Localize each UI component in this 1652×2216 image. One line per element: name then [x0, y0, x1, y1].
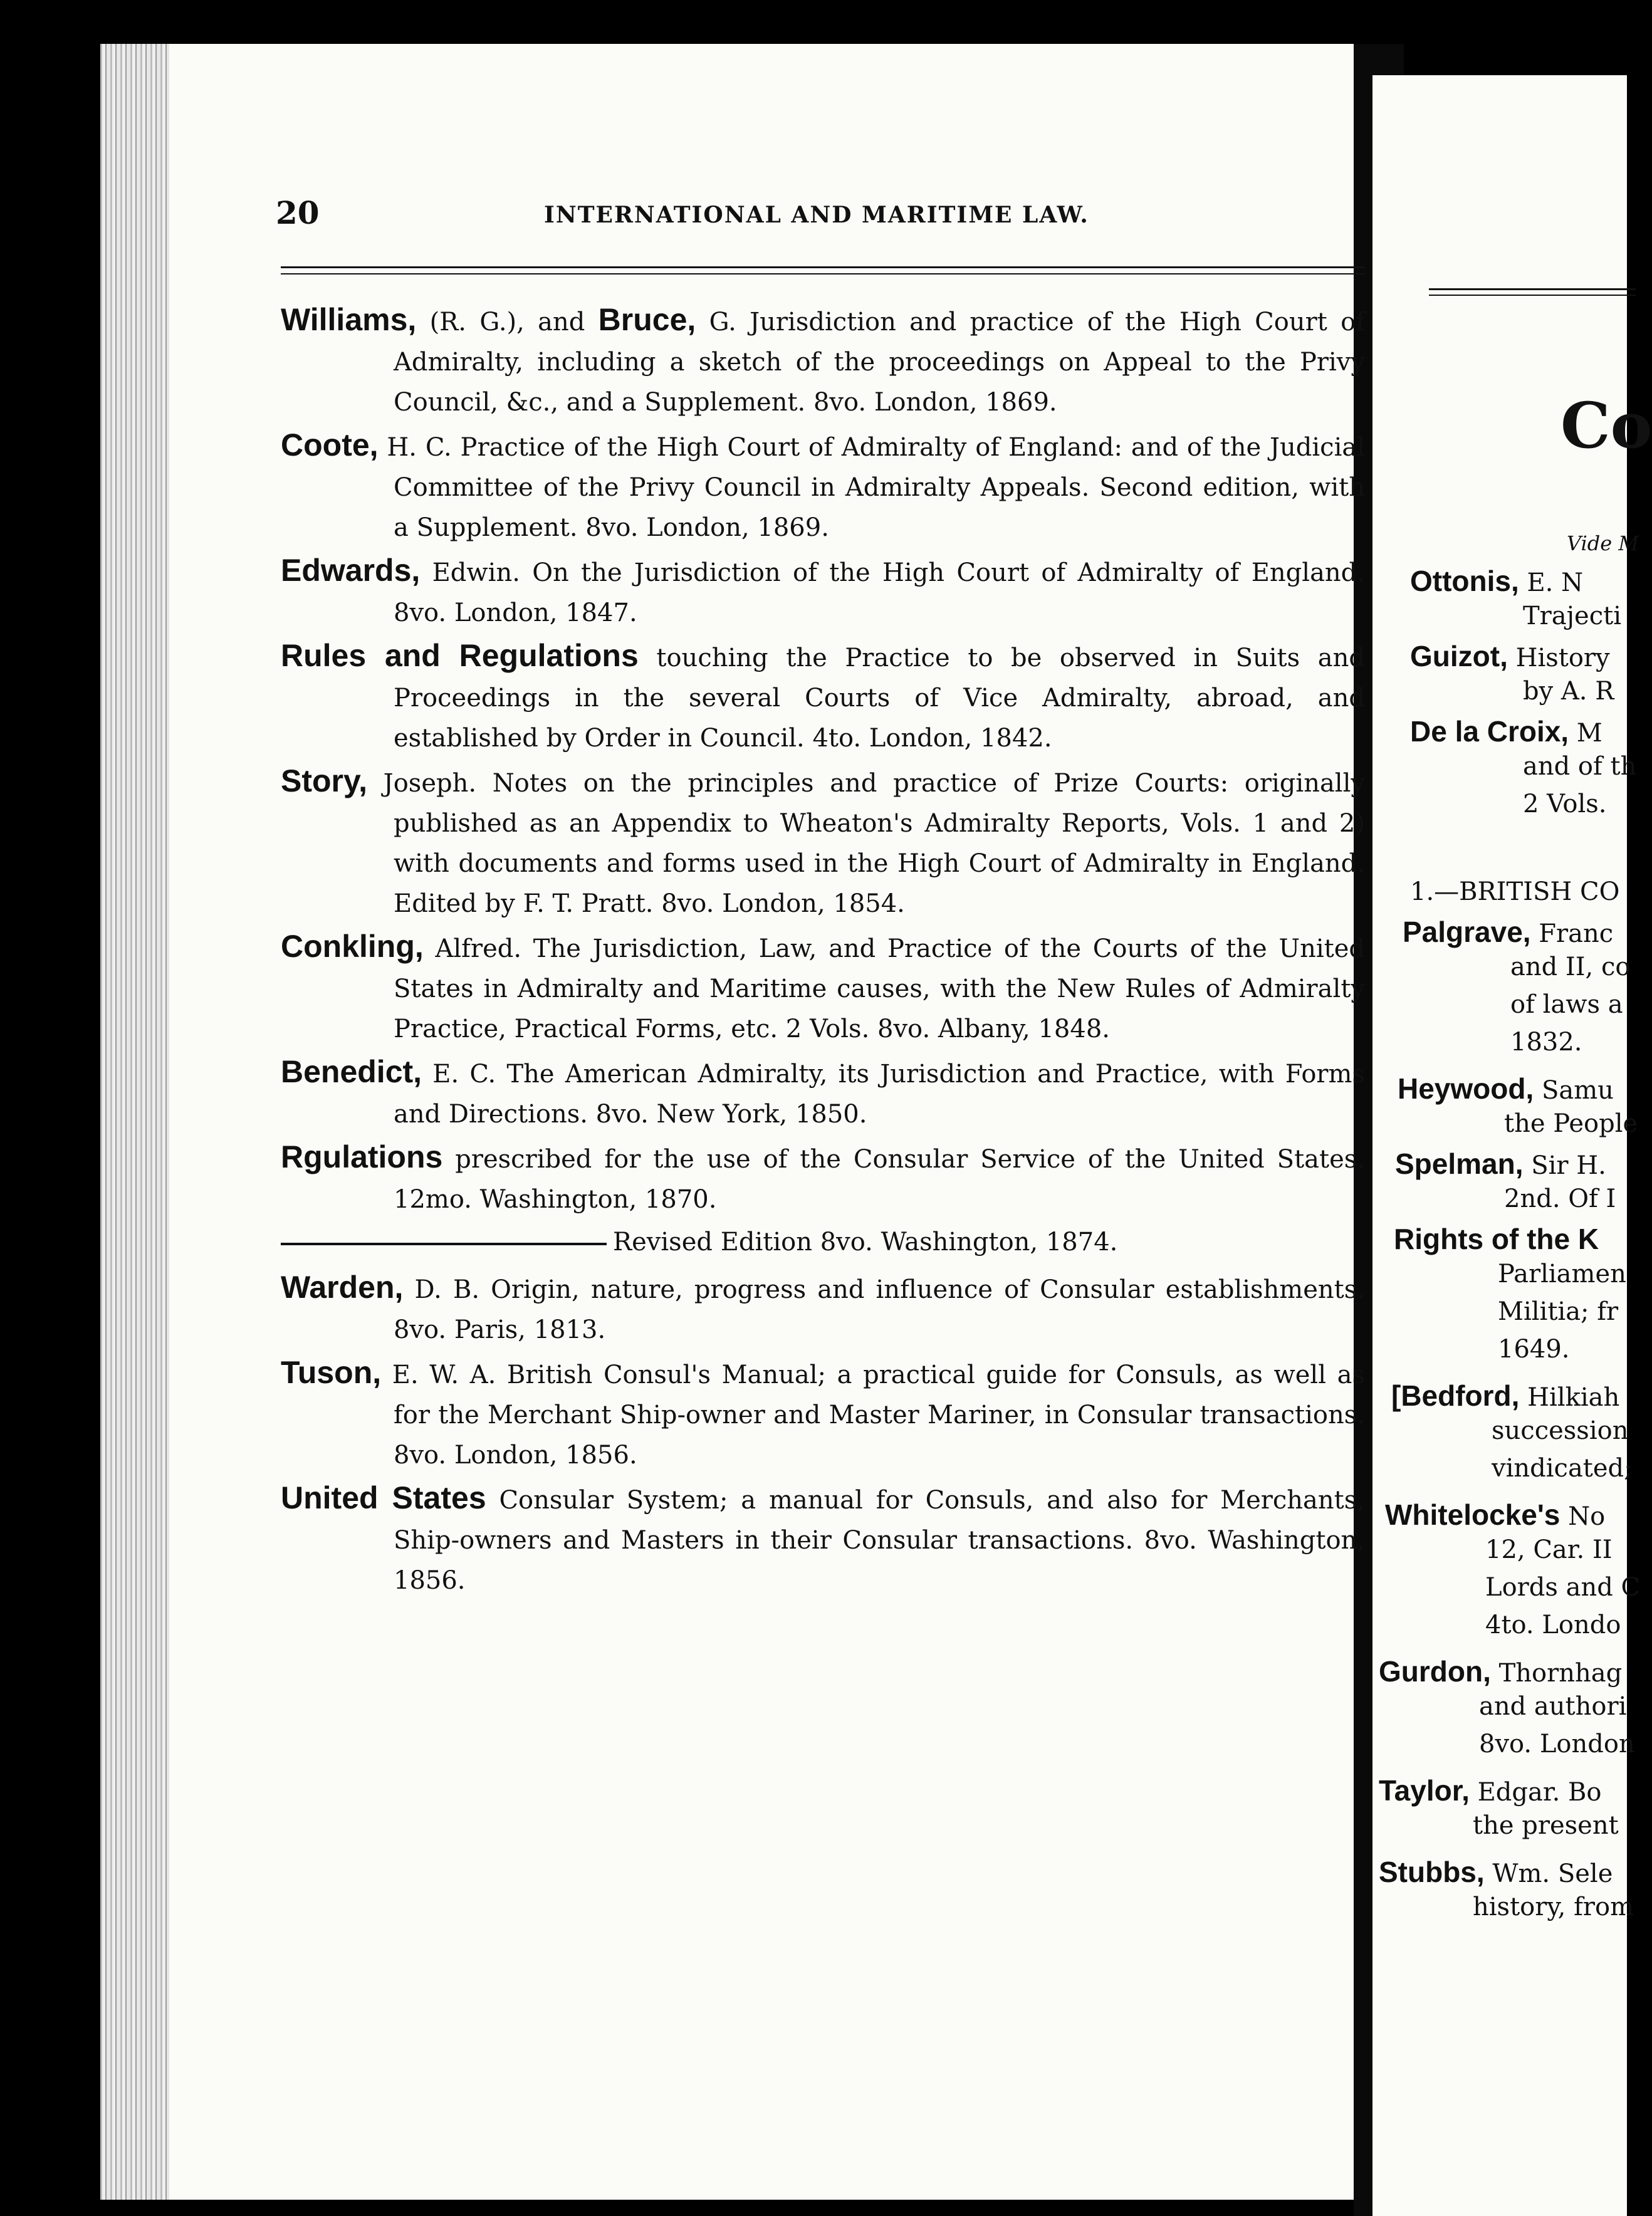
right-page-line: 4to. Londo: [1485, 1611, 1621, 1639]
list-item: Rgulations prescribed for the use of the Consular Service of the United States. 12mo. Washington, 1870.: [281, 1139, 1365, 1214]
header-rule-thin: [1429, 295, 1636, 296]
right-page-line: Vide M: [1567, 531, 1639, 555]
right-page-line: history, from: [1473, 1893, 1634, 1921]
right-page-line: Stubbs, Wm. Sele: [1379, 1856, 1613, 1888]
right-page-line: Guizot, History: [1410, 640, 1610, 672]
right-page-line: Lords and C: [1485, 1573, 1641, 1602]
right-page-line: the People: [1504, 1109, 1638, 1138]
list-item: Warden, D. B. Origin, nature, progress and influence of Consular establishments. 8vo. Paris, 1813.: [281, 1270, 1365, 1344]
list-item: United States Consular System; a manual for Consuls, and also for Merchants, Ship-owners and Masters in their Consular transactions. 8vo. Washington, 1856.: [281, 1480, 1365, 1595]
right-page-line: Whitelocke's No: [1385, 1498, 1606, 1531]
right-page-line: Trajecti: [1523, 602, 1621, 630]
list-item: Williams, (R. G.), and Bruce, G. Jurisdiction and practice of the High Court of Admiralty, including a sketch of the proceedings on Appeal to the Privy Council, &c., and a Supplement. 8vo. London, 1869.: [281, 302, 1365, 417]
right-page-line: 1.—BRITISH CO: [1410, 877, 1620, 906]
list-item: Benedict, E. C. The American Admiralty, its Jurisdiction and Practice, with Forms and Directions. 8vo. New York, 1850.: [281, 1054, 1365, 1129]
list-item: Coote, H. C. Practice of the High Court of Admiralty of England: and of the Judicial Committee of the Privy Council in Admiralty Appeals. Second edition, with a Supplement. 8vo. London, 1869.: [281, 427, 1365, 542]
list-item: Tuson, E. W. A. British Consul's Manual; a practical guide for Consuls, as well as for the Merchant Ship-owner and Master Mariner, in Consular transactions. 8vo. London, 1856.: [281, 1355, 1365, 1470]
section-heading: Co: [1561, 389, 1652, 463]
right-page-line: Spelman, Sir H.: [1395, 1147, 1606, 1180]
right-page-line: 2 Vols.: [1523, 790, 1607, 818]
right-page: [1372, 75, 1652, 2216]
right-page-line: 1832.: [1510, 1028, 1582, 1057]
list-item: Conkling, Alfred. The Jurisdiction, Law, and Practice of the Courts of the United States in Admiralty and Maritime causes, with the New Rules of Admiralty Practice, Practical Forms, etc. 2 Vols. 8vo. Albany, 1848.: [281, 929, 1365, 1043]
right-page-line: Gurdon, Thornhag: [1379, 1655, 1623, 1688]
right-page-line: 1649.: [1498, 1335, 1570, 1364]
right-page-line: the present: [1473, 1811, 1619, 1840]
right-page-line: 2nd. Of I: [1504, 1184, 1616, 1213]
header-rule: [281, 266, 1365, 268]
right-page-line: by A. R: [1523, 677, 1614, 706]
list-item: Edwards, Edwin. On the Jurisdiction of the High Court of Admiralty of England. 8vo. London, 1847.: [281, 553, 1365, 627]
header-rule-thin: [281, 273, 1365, 274]
right-page-line: Rights of the K: [1394, 1223, 1599, 1255]
right-page-line: of laws a: [1510, 990, 1623, 1019]
ditto-rule: [281, 1243, 607, 1245]
right-page-line: 8vo. London: [1479, 1730, 1635, 1759]
right-page-line: Militia; fr: [1498, 1297, 1619, 1326]
right-page-line: and II, co: [1510, 953, 1631, 981]
right-page-line: and authori: [1479, 1692, 1627, 1721]
header-rule: [1429, 288, 1636, 290]
right-page-line: vindicated;: [1492, 1454, 1633, 1483]
running-title: INTERNATIONAL AND MARITIME LAW.: [544, 202, 1089, 228]
right-page-line: and of th: [1523, 752, 1637, 781]
page-edge: [100, 44, 169, 2200]
list-item: Story, Joseph. Notes on the principles and practice of Prize Courts: originally published as an Appendix to Wheaton's Admiralty Reports, Vols. 1 and 2) with documents and forms used in the High Court of Admiralty in England. Edited by F. T. Pratt. 8vo. London, 1854.: [281, 763, 1365, 918]
bibliography-list: [281, 300, 1365, 1603]
right-page-line: 12, Car. II: [1485, 1535, 1613, 1564]
right-page-line: Palgrave, Franc: [1403, 916, 1614, 948]
right-page-line: Heywood, Samu: [1398, 1072, 1614, 1105]
list-item: Rules and Regulations touching the Practice to be observed in Suits and Proceedings in the several Courts of Vice Admiralty, abroad, and established by Order in Council. 4to. London, 1842.: [281, 638, 1365, 753]
right-page-line: succession: [1492, 1416, 1629, 1445]
page-number: 20: [276, 194, 320, 231]
right-page-line: Taylor, Edgar. Bo: [1379, 1774, 1602, 1807]
right-page-line: [Bedford, Hilkiah: [1391, 1379, 1620, 1412]
right-page-line: Ottonis, E. N: [1410, 565, 1584, 597]
right-page-line: Parliamen: [1498, 1260, 1626, 1288]
list-item-continuation: Revised Edition 8vo. Washington, 1874.: [281, 1222, 1365, 1262]
right-page-line: De la Croix, M: [1410, 715, 1602, 748]
